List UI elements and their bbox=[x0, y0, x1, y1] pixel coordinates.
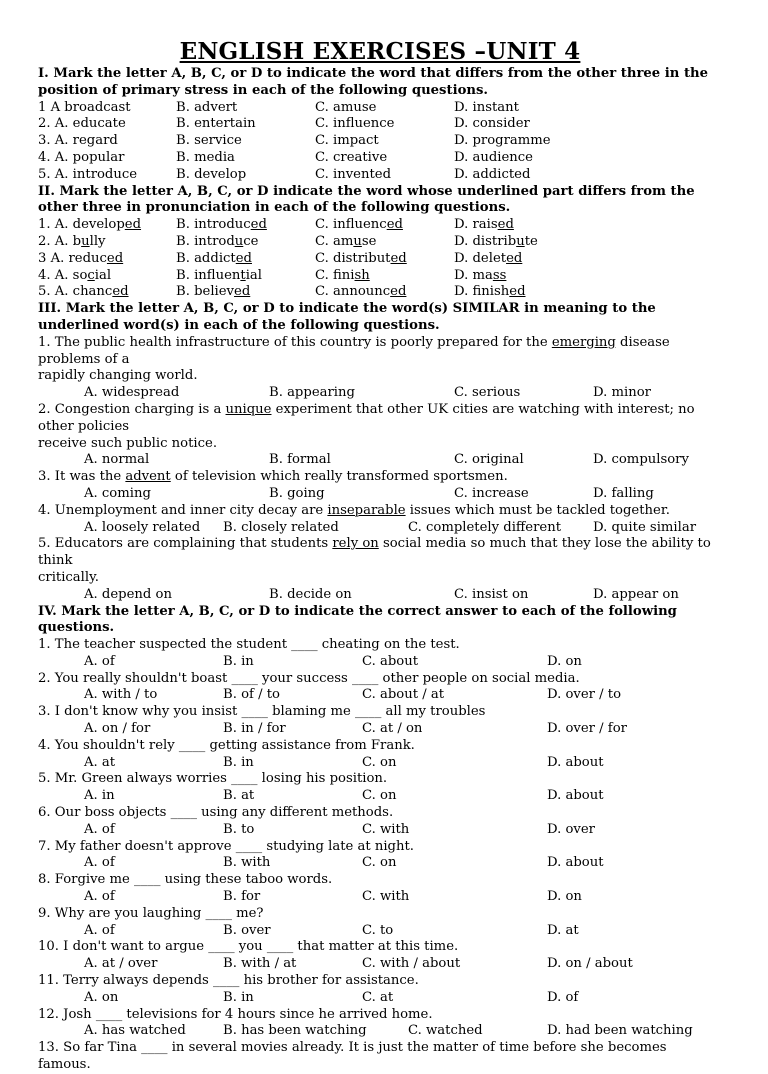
options-row bbox=[38, 687, 722, 704]
answer-option: B. formal bbox=[269, 452, 331, 468]
option-text: C. influenc bbox=[315, 217, 387, 233]
answer-option bbox=[176, 217, 315, 234]
answer-option: B. decide on bbox=[269, 586, 352, 602]
answer-option: A. in bbox=[84, 788, 115, 804]
answer-option bbox=[315, 234, 454, 251]
answer-option: D. consider bbox=[454, 116, 530, 132]
answer-option: D. quite similar bbox=[593, 519, 697, 535]
answer-option: B. appearing bbox=[269, 385, 355, 401]
answer-option bbox=[454, 217, 514, 234]
underlined-part: ed bbox=[124, 217, 142, 233]
option-text: D. distrib bbox=[454, 233, 517, 249]
section-3-heading: III. Mark the letter A, B, C, or D to indicate the word(s) SIMILAR in meaning to the underlined word(s) in each of the following questions. bbox=[38, 301, 656, 333]
answer-option: C. impact bbox=[315, 133, 379, 149]
answer-option: B. service bbox=[176, 133, 242, 149]
underlined-part: ed bbox=[390, 284, 407, 300]
answer-option bbox=[38, 268, 176, 285]
answer-option bbox=[38, 217, 176, 234]
options-row bbox=[38, 956, 722, 973]
answer-option: C. completely different bbox=[408, 519, 561, 535]
answer-option bbox=[315, 217, 454, 234]
underlined-part: u bbox=[81, 233, 90, 249]
answer-option: A. widespread bbox=[84, 385, 180, 401]
answer-option: D. falling bbox=[593, 485, 654, 501]
option-text: B. believ bbox=[176, 284, 235, 300]
options-row bbox=[38, 452, 722, 469]
question-row bbox=[38, 100, 722, 117]
answer-option: B. at bbox=[223, 788, 255, 804]
answer-option bbox=[315, 268, 454, 285]
answer-option: B. of / to bbox=[223, 687, 280, 703]
options-row bbox=[38, 889, 722, 906]
answer-option: 5. A. introduce bbox=[38, 166, 138, 182]
answer-option: D. of bbox=[547, 989, 579, 1005]
answer-option: A. on bbox=[84, 989, 119, 1005]
options-row bbox=[38, 654, 722, 671]
answer-option bbox=[454, 268, 506, 285]
answer-option: B. going bbox=[269, 485, 325, 501]
answer-option: D. on / about bbox=[547, 956, 633, 972]
options-row bbox=[38, 855, 722, 872]
answer-option: B. media bbox=[176, 149, 235, 165]
option-text: C. announc bbox=[315, 284, 391, 300]
stem-text: 3. It was the bbox=[38, 469, 126, 485]
answer-option: C. on bbox=[362, 754, 397, 770]
section-4-heading: IV. Mark the letter A, B, C, or D to indicate the correct answer to each of the following questions. bbox=[38, 603, 677, 636]
question-stem: 6. Our boss objects ____ using any different methods. bbox=[38, 805, 394, 821]
answer-option bbox=[454, 234, 538, 251]
answer-option: B. with / at bbox=[223, 956, 297, 972]
answer-option: B. advert bbox=[176, 99, 238, 115]
answer-option: C. original bbox=[454, 452, 524, 468]
underlined-word: emerging bbox=[551, 334, 616, 350]
answer-option: B. in bbox=[223, 754, 254, 770]
question-row bbox=[38, 251, 722, 268]
question-row bbox=[38, 284, 722, 301]
section-3 bbox=[38, 301, 722, 603]
underlined-part: ed bbox=[250, 217, 267, 233]
answer-option: D. over / for bbox=[547, 721, 627, 737]
option-text: D. finish bbox=[454, 284, 510, 300]
answer-option: D. minor bbox=[593, 385, 651, 401]
options-row bbox=[38, 755, 722, 772]
question-stem: 4. You shouldn't rely ____ getting assistance from Frank. bbox=[38, 737, 415, 753]
answer-option: C. creative bbox=[315, 149, 388, 165]
stem-text: experiment that other UK cities are watching with interest; no other policies bbox=[38, 401, 695, 434]
underlined-word: inseparable bbox=[327, 502, 406, 518]
answer-option: C. about bbox=[362, 653, 419, 669]
answer-option: D. addicted bbox=[454, 166, 531, 182]
answer-option bbox=[454, 251, 522, 268]
answer-option: A. of bbox=[84, 821, 115, 837]
page-title: ENGLISH EXERCISES –UNIT 4 bbox=[179, 38, 581, 65]
stem-text: 1. The public health infrastructure of this country is poorly prepared for the bbox=[38, 334, 552, 350]
answer-option bbox=[38, 234, 176, 251]
option-text: lly bbox=[89, 233, 106, 249]
answer-option: D. appear on bbox=[593, 586, 679, 602]
answer-option: B. has been watching bbox=[223, 1023, 367, 1039]
option-text: te bbox=[524, 233, 538, 249]
answer-option: B. in bbox=[223, 989, 254, 1005]
option-text: 5. A. chanc bbox=[38, 284, 113, 300]
underlined-part: ed bbox=[506, 250, 523, 266]
stem-text: social media so much that they lose the ability to think bbox=[38, 536, 711, 569]
answer-option: D. instant bbox=[454, 99, 519, 115]
options-row bbox=[38, 788, 722, 805]
answer-option: A. of bbox=[84, 889, 115, 905]
question-row bbox=[38, 116, 722, 133]
underlined-word: unique bbox=[225, 401, 272, 417]
stem-text: issues which must be tackled together. bbox=[405, 502, 670, 518]
underlined-part: ed bbox=[106, 250, 124, 266]
answer-option bbox=[176, 251, 315, 268]
options-row bbox=[38, 587, 722, 604]
answer-option: B. for bbox=[223, 889, 261, 905]
section-1-heading: I. Mark the letter A, B, C, or D to indicate the word that differs from the other three in the position of primary stress in each of the following questions. bbox=[38, 66, 709, 98]
question-stem: 13. So far Tina ____ in several movies already. It is just the matter of time before she becomes famous. bbox=[38, 1040, 667, 1073]
stem-text: critically. bbox=[38, 569, 99, 585]
options-row bbox=[38, 1023, 722, 1040]
option-text: D. delet bbox=[454, 250, 507, 266]
answer-option: C. watched bbox=[408, 1023, 483, 1039]
underlined-word: advent bbox=[125, 469, 171, 485]
underlined-part: u bbox=[234, 233, 244, 249]
question-stem: 5. Mr. Green always worries ____ losing his position. bbox=[38, 771, 388, 787]
question-row bbox=[38, 150, 722, 167]
answer-option: D. had been watching bbox=[547, 1023, 693, 1039]
option-text: D. ma bbox=[454, 267, 493, 283]
answer-option: D. audience bbox=[454, 149, 533, 165]
section-3-questions bbox=[38, 335, 722, 604]
options-row bbox=[38, 990, 722, 1007]
answer-option bbox=[176, 268, 315, 285]
section-1-rows bbox=[38, 100, 722, 184]
answer-option: D. on bbox=[547, 653, 582, 669]
answer-option: A. at bbox=[84, 754, 116, 770]
question-stem bbox=[38, 335, 722, 385]
options-row bbox=[38, 486, 722, 503]
answer-option: B. in / for bbox=[223, 721, 286, 737]
option-text: 1. A. develop bbox=[38, 217, 125, 233]
answer-option: C. to bbox=[362, 922, 394, 938]
answer-option: A. depend on bbox=[84, 586, 172, 602]
answer-option: B. develop bbox=[176, 166, 247, 182]
question-row bbox=[38, 133, 722, 150]
answer-option: C. about / at bbox=[362, 687, 445, 703]
question-row bbox=[38, 234, 722, 251]
answer-option: C. at / on bbox=[362, 721, 423, 737]
options-row bbox=[38, 822, 722, 839]
answer-option: B. over bbox=[223, 922, 271, 938]
answer-option: B. with bbox=[223, 855, 271, 871]
underlined-part: ed bbox=[390, 250, 407, 266]
answer-option: B. to bbox=[223, 821, 255, 837]
option-text: D. rais bbox=[454, 217, 498, 233]
answer-option: D. compulsory bbox=[593, 452, 689, 468]
answer-option: D. about bbox=[547, 788, 604, 804]
answer-option bbox=[315, 284, 454, 301]
question-stem: 12. Josh ____ televisions for 4 hours since he arrived home. bbox=[38, 1006, 433, 1022]
answer-option: 4. A. popular bbox=[38, 149, 125, 165]
answer-option bbox=[38, 284, 176, 301]
option-text: B. influen bbox=[176, 267, 241, 283]
answer-option: D. about bbox=[547, 855, 604, 871]
question-stem: 8. Forgive me ____ using these taboo words. bbox=[38, 872, 333, 888]
underlined-part: ed bbox=[509, 284, 526, 300]
question-stem bbox=[38, 469, 722, 486]
options-row bbox=[38, 385, 722, 402]
options-row bbox=[38, 520, 722, 537]
answer-option: A. loosely related bbox=[84, 519, 201, 535]
option-text: B. addict bbox=[176, 250, 236, 266]
option-text: ial bbox=[245, 267, 262, 283]
answer-option: C. at bbox=[362, 989, 394, 1005]
answer-option: D. over / to bbox=[547, 687, 622, 703]
answer-option: B. closely related bbox=[223, 519, 339, 535]
stem-text: rapidly changing world. bbox=[38, 368, 198, 384]
underlined-part: ed bbox=[497, 217, 514, 233]
option-text: B. introduc bbox=[176, 217, 251, 233]
answer-option: A. on / for bbox=[84, 721, 151, 737]
answer-option: C. influence bbox=[315, 116, 395, 132]
answer-option: A. of bbox=[84, 922, 115, 938]
question-stem: 1. The teacher suspected the student ____ cheating on the test. bbox=[38, 637, 460, 653]
question-stem: 9. Why are you laughing ____ me? bbox=[38, 905, 264, 921]
answer-option: C. increase bbox=[454, 485, 529, 501]
answer-option: C. insist on bbox=[454, 586, 529, 602]
stem-text: disease problems of a bbox=[38, 334, 670, 367]
question-stem bbox=[38, 402, 722, 452]
question-stem bbox=[38, 503, 722, 520]
question-row bbox=[38, 268, 722, 285]
underlined-part: ed bbox=[235, 250, 252, 266]
answer-option: 1 A broadcast bbox=[38, 99, 131, 115]
section-2 bbox=[38, 184, 722, 302]
answer-option: D. on bbox=[547, 889, 582, 905]
options-row bbox=[38, 923, 722, 940]
underlined-part: t bbox=[240, 267, 246, 283]
stem-text: 5. Educators are complaining that students bbox=[38, 536, 333, 552]
answer-option: C. serious bbox=[454, 385, 521, 401]
answer-option: A. has watched bbox=[84, 1023, 186, 1039]
underlined-part: ed bbox=[386, 217, 403, 233]
underlined-part: ed bbox=[112, 284, 129, 300]
underlined-part: ss bbox=[492, 267, 507, 283]
underlined-word: rely on bbox=[332, 536, 379, 552]
section-2-rows bbox=[38, 217, 722, 301]
option-text: B. introd bbox=[176, 233, 235, 249]
answer-option: C. on bbox=[362, 855, 397, 871]
underlined-part: sh bbox=[354, 267, 370, 283]
answer-option: A. of bbox=[84, 653, 115, 669]
section-4-questions bbox=[38, 637, 722, 1074]
option-text: C. distribut bbox=[315, 250, 391, 266]
underlined-part: u bbox=[353, 233, 362, 249]
underlined-part: ed bbox=[234, 284, 251, 300]
question-stem: 11. Terry always depends ____ his brother for assistance. bbox=[38, 973, 419, 989]
answer-option: 3. A. regard bbox=[38, 133, 118, 149]
option-text: 2. A. b bbox=[38, 233, 82, 249]
answer-option: A. at / over bbox=[84, 956, 158, 972]
stem-text: receive such public notice. bbox=[38, 435, 218, 451]
option-text: 4. A. so bbox=[38, 267, 88, 283]
answer-option bbox=[176, 234, 315, 251]
answer-option: D. over bbox=[547, 821, 595, 837]
answer-option: B. in bbox=[223, 653, 254, 669]
stem-text: 2. Congestion charging is a bbox=[38, 401, 226, 417]
answer-option bbox=[176, 284, 315, 301]
answer-option: A. of bbox=[84, 855, 115, 871]
answer-option: C. with bbox=[362, 889, 410, 905]
answer-option: C. amuse bbox=[315, 99, 377, 115]
answer-option bbox=[454, 284, 526, 301]
option-text: ial bbox=[94, 267, 112, 283]
option-text: C. am bbox=[315, 233, 354, 249]
answer-option: C. on bbox=[362, 788, 397, 804]
answer-option: A. with / to bbox=[84, 687, 158, 703]
section-2-heading: II. Mark the letter A, B, C, or D indicate the word whose underlined part differs from the other three in pronunciation in each of the following questions. bbox=[38, 183, 695, 216]
answer-option: D. at bbox=[547, 922, 579, 938]
option-text: C. fini bbox=[315, 267, 355, 283]
option-text: 3 A. reduc bbox=[38, 250, 107, 266]
stem-text: of television which really transformed sportsmen. bbox=[170, 469, 508, 485]
answer-option bbox=[38, 251, 176, 268]
question-stem: 2. You really shouldn't boast ____ your success ____ other people on social media. bbox=[38, 670, 580, 686]
question-stem: 7. My father doesn't approve ____ studying late at night. bbox=[38, 838, 414, 854]
answer-option: D. programme bbox=[454, 133, 551, 149]
answer-option: C. invented bbox=[315, 166, 392, 182]
underlined-part: c bbox=[87, 267, 95, 283]
answer-option bbox=[315, 251, 454, 268]
question-stem: 3. I don't know why you insist ____ blaming me ____ all my troubles bbox=[38, 704, 486, 720]
section-1 bbox=[38, 66, 722, 184]
question-stem: 10. I don't want to argue ____ you ____ that matter at this time. bbox=[38, 939, 459, 955]
stem-text: 4. Unemployment and inner city decay are bbox=[38, 502, 328, 518]
answer-option: C. with / about bbox=[362, 956, 461, 972]
section-4 bbox=[38, 604, 722, 1074]
answer-option: B. entertain bbox=[176, 116, 256, 132]
answer-option: 2. A. educate bbox=[38, 116, 126, 132]
answer-option: C. with bbox=[362, 821, 410, 837]
options-row bbox=[38, 721, 722, 738]
underlined-part: u bbox=[516, 233, 525, 249]
option-text: ce bbox=[243, 233, 259, 249]
answer-option: A. coming bbox=[84, 485, 151, 501]
answer-option: D. about bbox=[547, 754, 604, 770]
option-text: se bbox=[361, 233, 377, 249]
question-row bbox=[38, 167, 722, 184]
answer-option: A. normal bbox=[84, 452, 150, 468]
question-row bbox=[38, 217, 722, 234]
question-stem bbox=[38, 536, 722, 586]
